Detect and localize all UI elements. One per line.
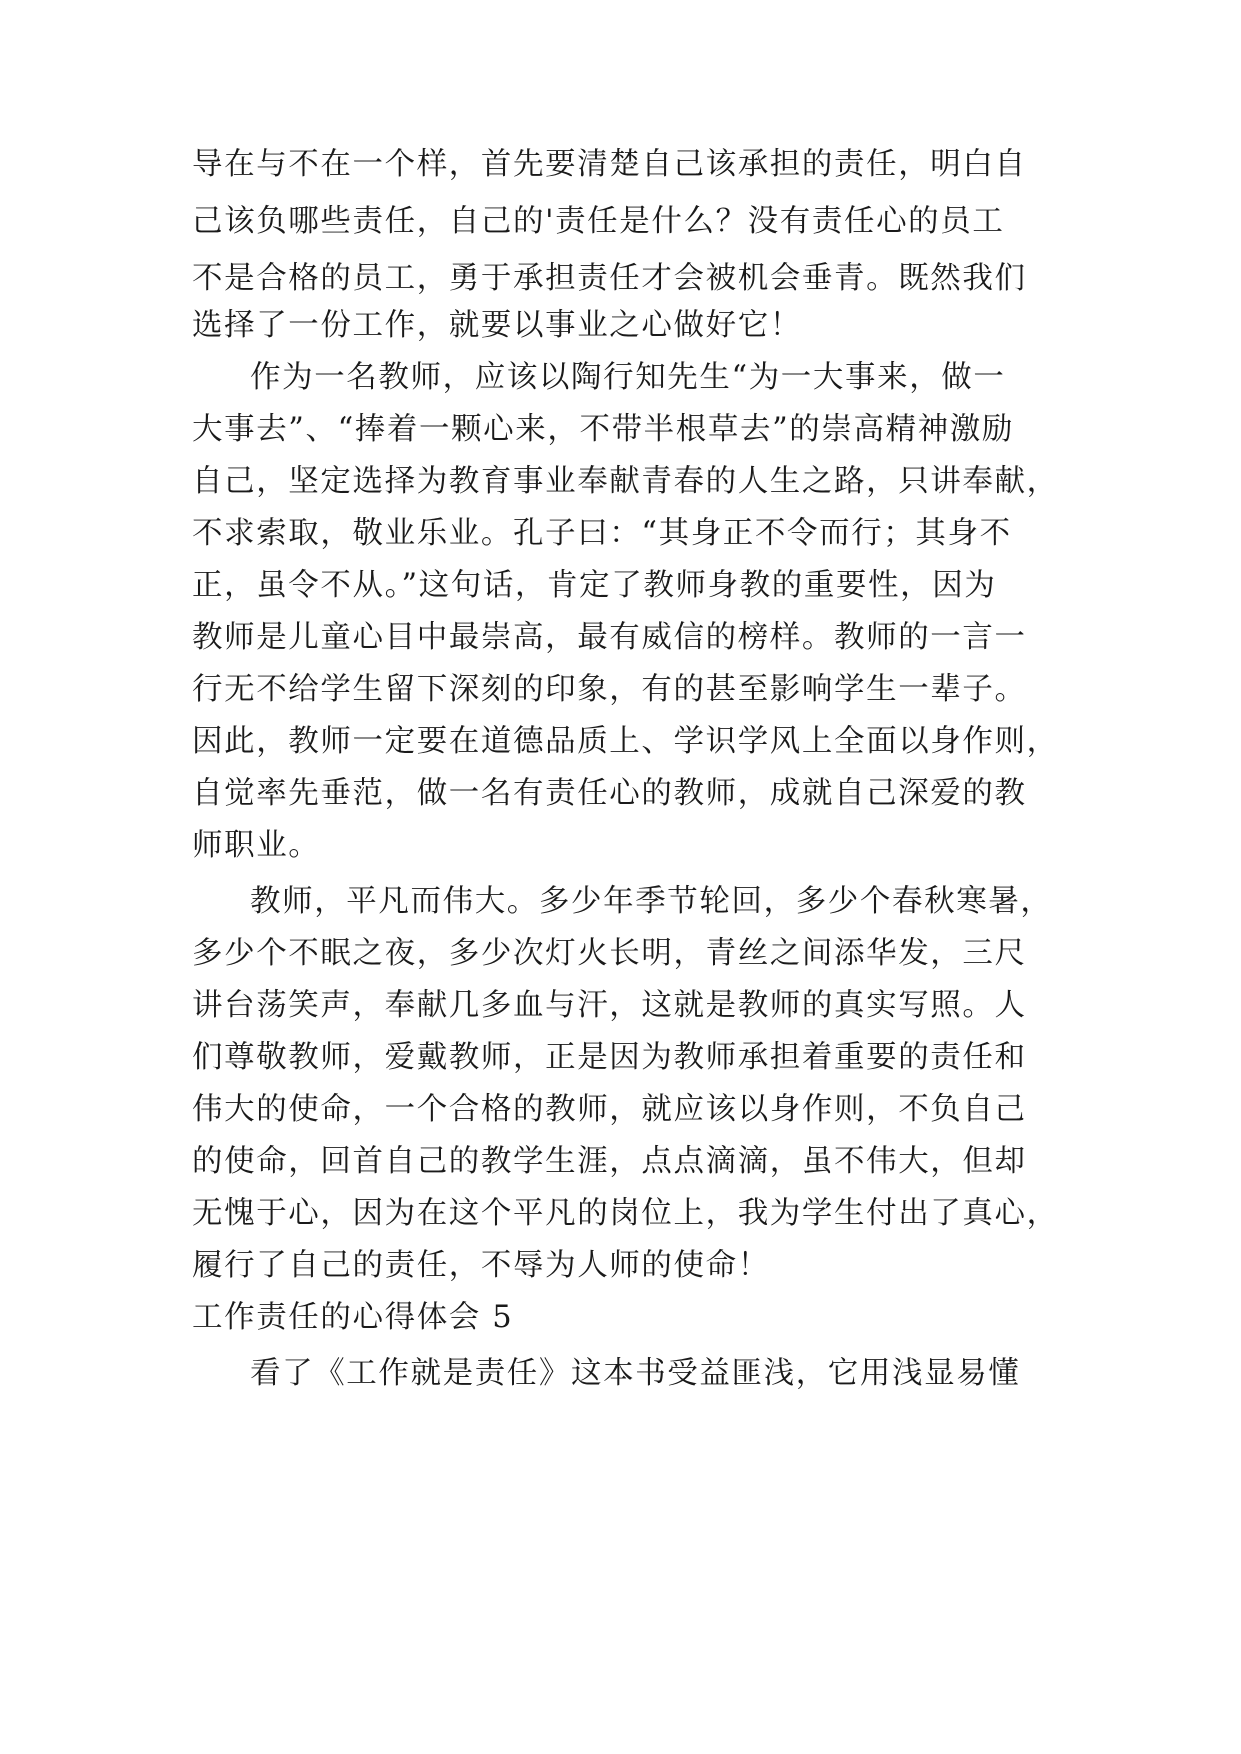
text-line: 大事去”、“捧着一颗心来，不带半根草去”的崇高精神激励 xyxy=(192,412,1014,447)
text-line: 行无不给学生留下深刻的印象，有的甚至影响学生一辈子。 xyxy=(192,672,1027,707)
paragraph-first-line: 看了《工作就是责任》这本书受益匪浅，它用浅显易懂 xyxy=(250,1356,1021,1391)
text-line: 自觉率先垂范，做一名有责任心的教师，成就自己深爱的教 xyxy=(192,776,1027,811)
paragraph-first-line: 教师，平凡而伟大。多少年季节轮回，多少个春秋寒暑， xyxy=(250,884,1053,919)
text-line: 履行了自己的责任，不辱为人师的使命！ xyxy=(192,1248,770,1283)
text-line: 自己，坚定选择为教育事业奉献青春的人生之路，只讲奉献， xyxy=(192,464,1059,499)
text-line: 不求索取，敬业乐业。孔子曰：“其身正不令而行；其身不 xyxy=(192,516,1012,551)
text-line: 师职业。 xyxy=(192,828,321,863)
text-line: 多少个不眠之夜，多少次灯火长明，青丝之间添华发，三尺 xyxy=(192,936,1027,971)
text-line: 讲台荡笑声，奉献几多血与汗，这就是教师的真实写照。人 xyxy=(192,988,1027,1023)
text-line: 选择了一份工作，就要以事业之心做好它！ xyxy=(192,308,802,343)
text-line: 正，虽令不从。”这句话，肯定了教师身教的重要性，因为 xyxy=(192,568,997,603)
text-line: 的使命，回首自己的教学生涯，点点滴滴，虽不伟大，但却 xyxy=(192,1144,1027,1179)
text-line: 己该负哪些责任，自己的'责任是什么？没有责任心的员工 xyxy=(192,204,1005,239)
text-line: 伟大的使命，一个合格的教师，就应该以身作则，不负自己 xyxy=(192,1092,1027,1127)
section-heading: 工作责任的心得体会 5 xyxy=(192,1300,514,1335)
text-line: 无愧于心，因为在这个平凡的岗位上，我为学生付出了真心， xyxy=(192,1196,1059,1231)
text-line: 教师是儿童心目中最崇高，最有威信的榜样。教师的一言一 xyxy=(192,620,1027,655)
text-line: 因此，教师一定要在道德品质上、学识学风上全面以身作则， xyxy=(192,724,1059,759)
text-line: 导在与不在一个样，首先要清楚自己该承担的责任，明白自 xyxy=(192,147,1027,182)
text-line: 们尊敬教师，爱戴教师，正是因为教师承担着重要的责任和 xyxy=(192,1040,1027,1075)
paragraph-first-line: 作为一名教师，应该以陶行知先生“为一大事来，做一 xyxy=(250,360,1006,395)
text-line: 不是合格的员工，勇于承担责任才会被机会垂青。既然我们 xyxy=(192,261,1027,296)
